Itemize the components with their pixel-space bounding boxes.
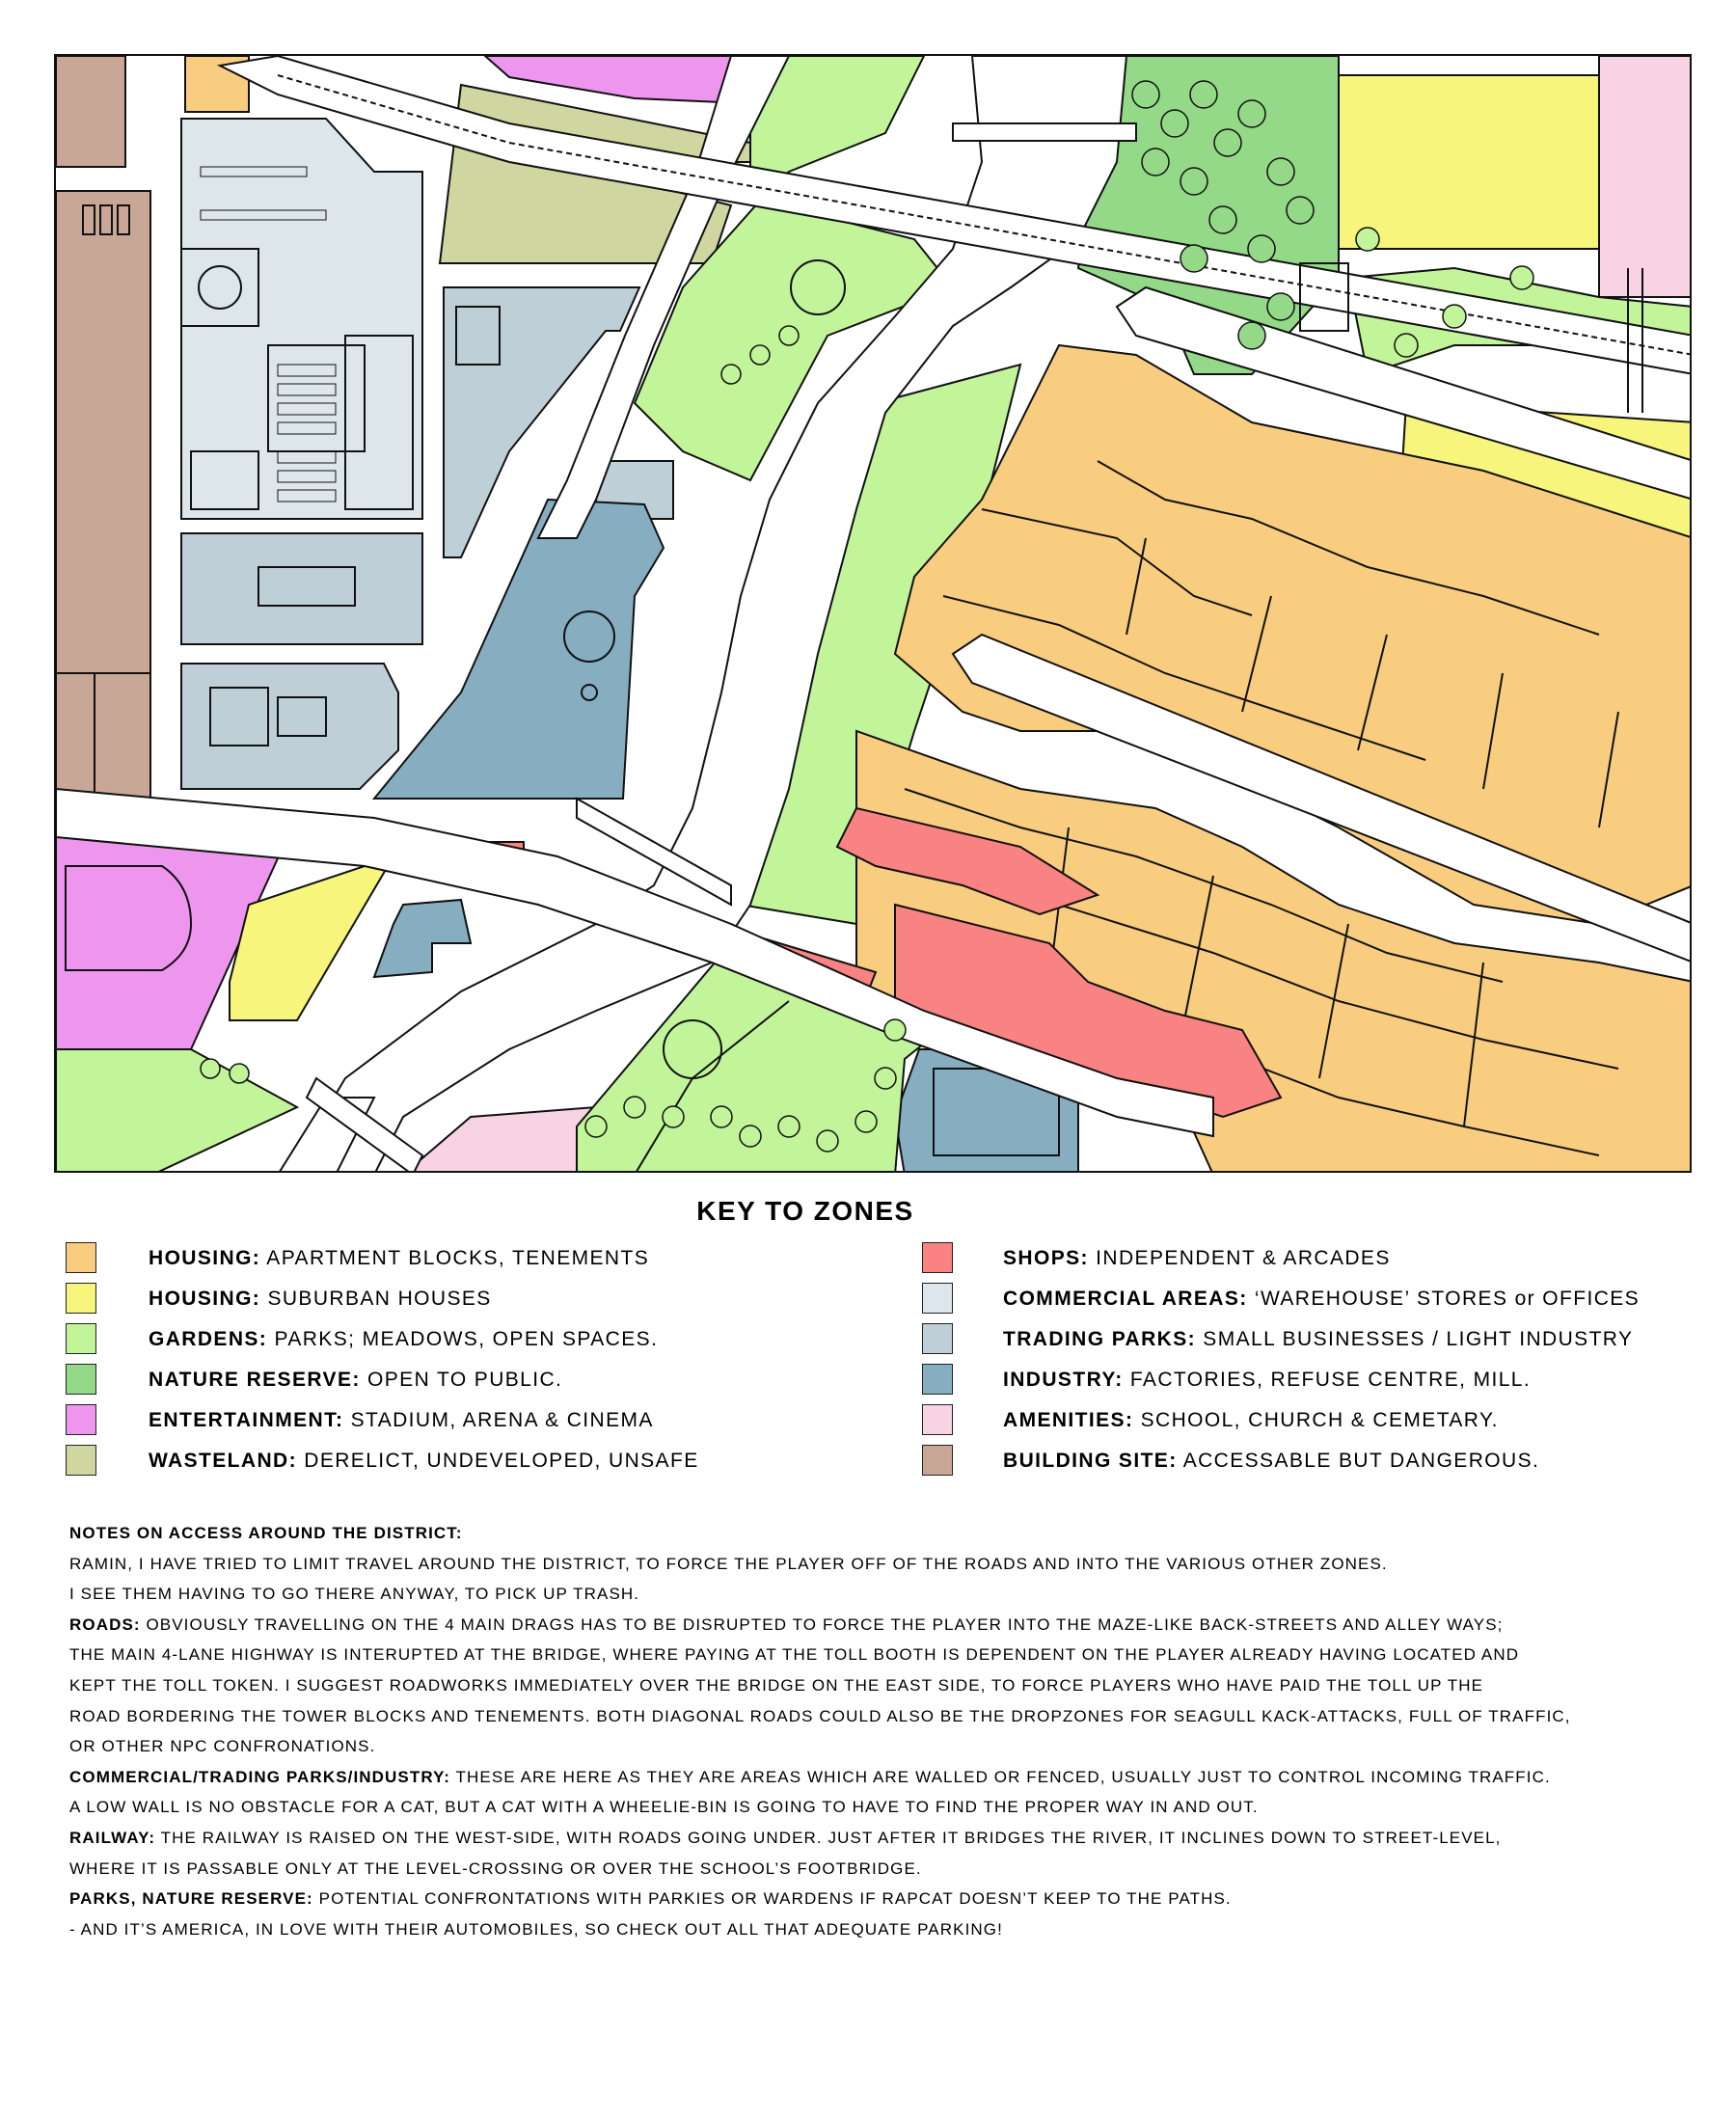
legend-desc: OPEN TO PUBLIC. bbox=[367, 1369, 563, 1391]
legend-label: ENTERTAINMENT: bbox=[149, 1409, 344, 1431]
notes-line-railway: RAILWAY: THE RAILWAY IS RAISED ON THE WEST-SIDE, WITH ROADS GOING UNDER. JUST AFTER IT BRIDGES THE RIVER, IT INCLINES DOWN TO STREET-LEVEL, bbox=[69, 1828, 1502, 1847]
legend-desc: SCHOOL, CHURCH & CEMETARY. bbox=[1140, 1409, 1499, 1431]
legend-desc: DERELICT, UNDEVELOPED, UNSAFE bbox=[304, 1450, 699, 1472]
notes-line: RAMIN, I HAVE TRIED TO LIMIT TRAVEL AROUND THE DISTRICT, TO FORCE THE PLAYER OFF OF THE ROADS AND INTO THE VARIOUS OTHER ZONES. bbox=[69, 1554, 1388, 1573]
swatch-housing-suburban bbox=[66, 1283, 96, 1314]
notes-line: - AND IT’S AMERICA, IN LOVE WITH THEIR AUTOMOBILES, SO CHECK OUT ALL THAT ADEQUATE PARKING! bbox=[69, 1919, 1003, 1939]
swatch-shops bbox=[922, 1242, 953, 1273]
access-notes bbox=[69, 1518, 1690, 1944]
legend-desc: PARKS; MEADOWS, OPEN SPACES. bbox=[274, 1328, 659, 1350]
legend-desc: STADIUM, ARENA & CINEMA bbox=[350, 1409, 654, 1431]
notes-line: I SEE THEM HAVING TO GO THERE ANYWAY, TO PICK UP TRASH. bbox=[69, 1585, 640, 1604]
notes-line-parks: PARKS, NATURE RESERVE: POTENTIAL CONFRONTATIONS WITH PARKIES OR WARDENS IF RAPCAT DOESN’T KEEP TO THE PATHS. bbox=[69, 1889, 1232, 1909]
notes-line: THE MAIN 4-LANE HIGHWAY IS INTERUPTED AT THE BRIDGE, WHERE PAYING AT THE TOLL BOOTH IS DEPENDENT ON THE PLAYER ALREADY HAVING LOCATED AND bbox=[69, 1645, 1520, 1665]
district-map bbox=[54, 54, 1692, 1173]
swatch-industry bbox=[922, 1364, 953, 1395]
notes-line-roads: ROADS: OBVIOUSLY TRAVELLING ON THE 4 MAIN DRAGS HAS TO BE DISRUPTED TO FORCE THE PLAYER INTO THE MAZE-LIKE BACK-STREETS AND ALLEY WAYS; bbox=[69, 1614, 1504, 1634]
legend-label: NATURE RESERVE: bbox=[149, 1369, 361, 1391]
notes-line: WHERE IT IS PASSABLE ONLY AT THE LEVEL-CROSSING OR OVER THE SCHOOL’S FOOTBRIDGE. bbox=[69, 1858, 922, 1878]
legend-desc: ‘WAREHOUSE’ STORES or OFFICES bbox=[1254, 1288, 1641, 1310]
swatch-nature-reserve bbox=[66, 1364, 96, 1395]
notes-line: A LOW WALL IS NO OBSTACLE FOR A CAT, BUT A CAT WITH A WHEELIE-BIN IS GOING TO HAVE TO FIND THE PROPER WAY IN AND OUT. bbox=[69, 1798, 1259, 1817]
notes-line: ROAD BORDERING THE TOWER BLOCKS AND TENEMENTS. BOTH DIAGONAL ROADS COULD ALSO BE THE DROPZONES FOR SEAGULL KACK-ATTACKS, FULL OF TRAFFIC, bbox=[69, 1706, 1571, 1725]
swatch-gardens bbox=[66, 1323, 96, 1354]
swatch-commercial bbox=[922, 1283, 953, 1314]
commercial-zone bbox=[181, 119, 422, 519]
notes-line: OR OTHER NPC CONFRONATIONS. bbox=[69, 1737, 376, 1756]
legend-label: TRADING PARKS: bbox=[1003, 1328, 1197, 1350]
notes-line: KEPT THE TOLL TOKEN. I SUGGEST ROADWORKS IMMEDIATELY OVER THE BRIDGE ON THE EAST SIDE, TO FORCE PLAYERS WHO HAVE PAID THE TOLL UP THE bbox=[69, 1675, 1484, 1695]
school bbox=[1599, 56, 1692, 297]
swatch-wasteland bbox=[66, 1445, 96, 1476]
legend-label: AMENITIES: bbox=[1003, 1409, 1134, 1431]
notes-line-commercial: COMMERCIAL/TRADING PARKS/INDUSTRY: THESE ARE HERE AS THEY ARE AREAS WHICH ARE WALLED OR FENCED, USUALLY JUST TO CONTROL INCOMING TRAFFIC. bbox=[69, 1767, 1551, 1786]
legend-label: GARDENS: bbox=[149, 1328, 268, 1350]
notes-heading: NOTES ON ACCESS AROUND THE DISTRICT: bbox=[69, 1524, 463, 1542]
legend-desc: SUBURBAN HOUSES bbox=[267, 1288, 492, 1310]
legend-label: BUILDING SITE: bbox=[1003, 1450, 1178, 1472]
swatch-trading bbox=[922, 1323, 953, 1354]
swatch-entertainment bbox=[66, 1404, 96, 1435]
legend-label: SHOPS: bbox=[1003, 1247, 1089, 1269]
legend-label: COMMERCIAL AREAS: bbox=[1003, 1288, 1248, 1310]
legend-desc: INDEPENDENT & ARCADES bbox=[1096, 1247, 1391, 1269]
legend-desc: FACTORIES, REFUSE CENTRE, MILL. bbox=[1129, 1369, 1532, 1391]
legend-label: HOUSING: bbox=[149, 1247, 261, 1269]
swatch-amenities bbox=[922, 1404, 953, 1435]
key-title: KEY TO ZONES bbox=[696, 1196, 914, 1226]
legend-desc: ACCESSABLE BUT DANGEROUS. bbox=[1182, 1450, 1540, 1472]
legend-label: HOUSING: bbox=[149, 1288, 261, 1310]
legend-label: WASTELAND: bbox=[149, 1450, 297, 1472]
swatch-housing-apartments bbox=[66, 1242, 96, 1273]
legend-desc: APARTMENT BLOCKS, TENEMENTS bbox=[266, 1247, 650, 1269]
swatch-building-site bbox=[922, 1445, 953, 1476]
legend-label: INDUSTRY: bbox=[1003, 1369, 1124, 1391]
legend-desc: SMALL BUSINESSES / LIGHT INDUSTRY bbox=[1203, 1328, 1634, 1350]
